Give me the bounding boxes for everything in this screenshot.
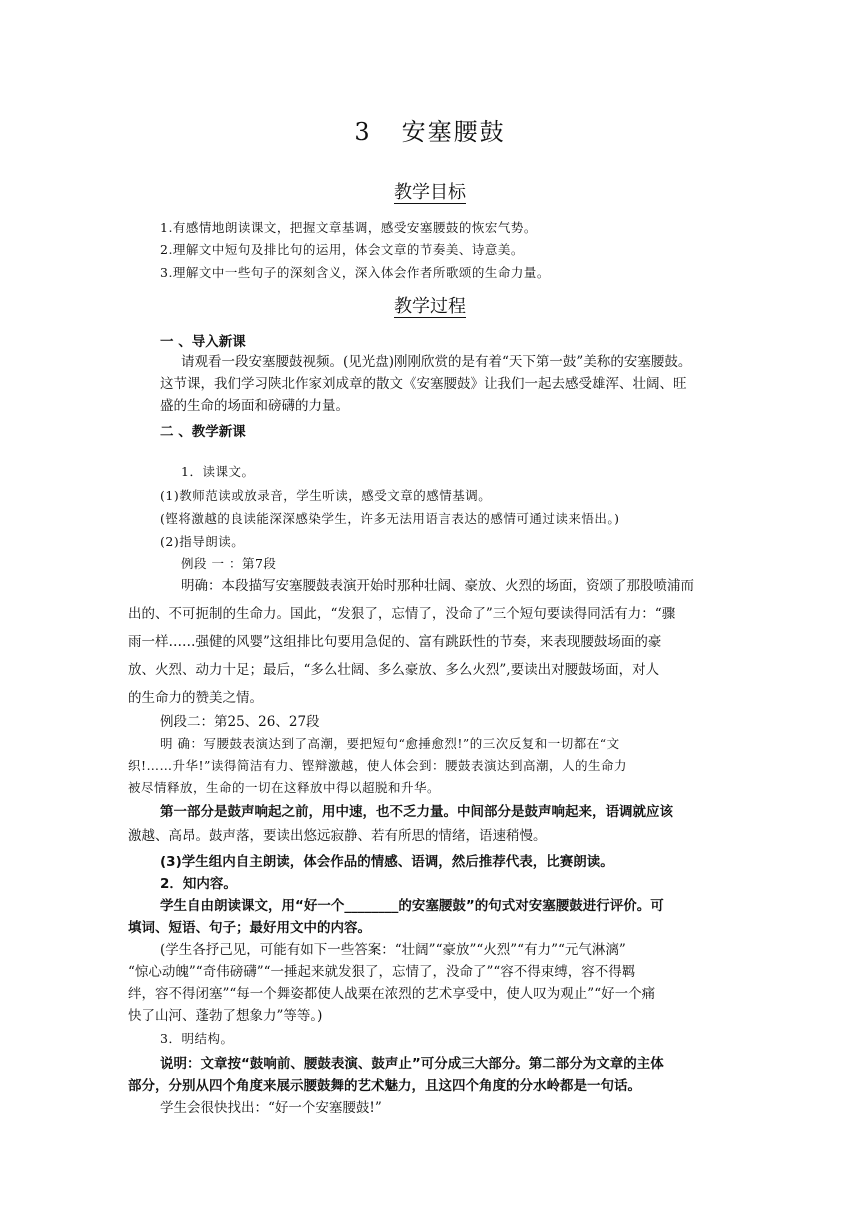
paragraph-line: 绊，容不得闭塞”“每一个舞姿都使人战栗在浓烈的艺术享受中，使人叹为观止”“好一个痛 <box>128 986 656 1002</box>
paragraph-line: 放、火烈、动力十足；最后，“多么壮阔、多么豪放、多么火烈”,要读出对腰鼓场面，对人 <box>128 662 660 678</box>
paragraph-line: 请观看一段安塞腰鼓视频。(见光盘)刚刚欣赏的是有着“天下第一鼓”美称的安塞腰鼓。 <box>181 354 692 370</box>
paragraph-line: (铿将激越的良读能深深感染学生，许多无法用语言表达的感情可通过读来悟出。) <box>160 511 620 526</box>
paragraph-line: 盛的生命的场面和磅礴的力量。 <box>160 398 349 414</box>
paragraph-line: 快了山河、蓬勃了想象力”等等。) <box>128 1008 323 1024</box>
goals-heading: 教学目标 <box>394 182 466 203</box>
paragraph-line: 的生命力的赞美之情。 <box>128 690 263 706</box>
lesson-number: 3 <box>354 118 372 146</box>
goal-item: 2.理解文中短句及排比句的运用，体会文章的节奏美、诗意美。 <box>160 242 524 257</box>
paragraph-line: (学生各抒己见，可能有如下一些答案：“壮阔”“豪放”“火烈”“有力”“元气淋漓” <box>160 942 626 958</box>
paragraph-line: 雨一样……强健的风婴”这组排比句要用急促的、富有跳跃性的节奏，来表现腰鼓场面的豪 <box>128 634 662 650</box>
step-heading: 3．明结构。 <box>160 1031 234 1046</box>
paragraph-line: “惊心动魄”“奇伟磅礴”“一捶起来就发狠了，忘情了，没命了”“容不得束缚，容不得羁 <box>128 964 636 980</box>
paragraph-line: 明 确：写腰鼓表演达到了高潮，要把短句“愈捶愈烈!”的三次反复和一切都在“文 <box>160 736 620 751</box>
paragraph-line: 激越、高昂。鼓声落，要读出悠远寂静、若有所思的情绪，语速稍慢。 <box>128 828 547 844</box>
bold-paragraph-line: (3)学生组内自主朗读，体会作品的情感、语调，然后推荐代表，比赛朗读。 <box>160 854 614 870</box>
lesson-title-text: 安塞腰鼓 <box>401 118 506 146</box>
paragraph-line: 出的、不可扼制的生命力。国此，“发狠了，忘情了，没命了”三个短句要读得同活有力：“骤 <box>128 606 676 622</box>
goal-item: 1.有感情地朗读课文，把握文章基调，感受安塞腰鼓的恢宏气势。 <box>160 220 537 235</box>
paragraph-line: (2)指导朗读。 <box>160 534 245 549</box>
bold-paragraph-line: 学生自由朗读课文，用“好一个________的安塞腰鼓”的句式对安塞腰鼓进行评价。可 <box>160 898 664 914</box>
paragraph-line: 被尽情释放，生命的一切在这释放中得以超脱和升华。 <box>128 780 441 795</box>
step-heading: 1．读课文。 <box>181 464 255 479</box>
step-heading: 2．知内容。 <box>160 876 237 892</box>
section-heading-intro: 一 、导入新课 <box>160 334 246 350</box>
bold-paragraph-line: 填词、短语、句子；最好用文中的内容。 <box>128 920 371 936</box>
lesson-title <box>0 112 860 147</box>
paragraph-line: 这节课，我们学习陕北作家刘成章的散文《安塞腰鼓》让我们一起去感受雄浑、壮阔、旺 <box>160 376 687 392</box>
paragraph-line: 学生会很快找出：“好一个安塞腰鼓!” <box>160 1100 382 1116</box>
paragraph-line: 例段二：第25、26、27段 <box>160 714 320 730</box>
bold-paragraph-line: 说明：文章按“鼓响前、腰鼓表演、鼓声止”可分成三大部分。第二部分为文章的主体 <box>160 1056 664 1072</box>
goal-item: 3.理解文中一些句子的深刻含义，深入体会作者所歌颂的生命力量。 <box>160 265 550 280</box>
paragraph-line: 明确：本段描写安塞腰鼓表演开始时那种壮阔、豪放、火烈的场面，资颂了那股喷浦而 <box>181 578 694 594</box>
paragraph-line: (1)教师范读或放录音，学生听读，感受文章的感情基调。 <box>160 488 492 503</box>
paragraph-line: 例段 一 ：第7段 <box>181 556 277 571</box>
process-heading: 教学过程 <box>394 296 466 317</box>
section-heading-new-lesson: 二 、教学新课 <box>160 424 246 440</box>
paragraph-line: 织!……升华!”读得简洁有力、铿辩激越，使人体会到：腰鼓表演达到高潮，人的生命力 <box>128 758 627 773</box>
bold-paragraph-line: 部分，分别从四个角度来展示腰鼓舞的艺术魅力，且这四个角度的分水岭都是一句话。 <box>128 1078 641 1094</box>
bold-paragraph-line: 第一部分是鼓声响起之前，用中速，也不乏力量。中间部分是鼓声响起来，语调就应该 <box>160 804 673 820</box>
